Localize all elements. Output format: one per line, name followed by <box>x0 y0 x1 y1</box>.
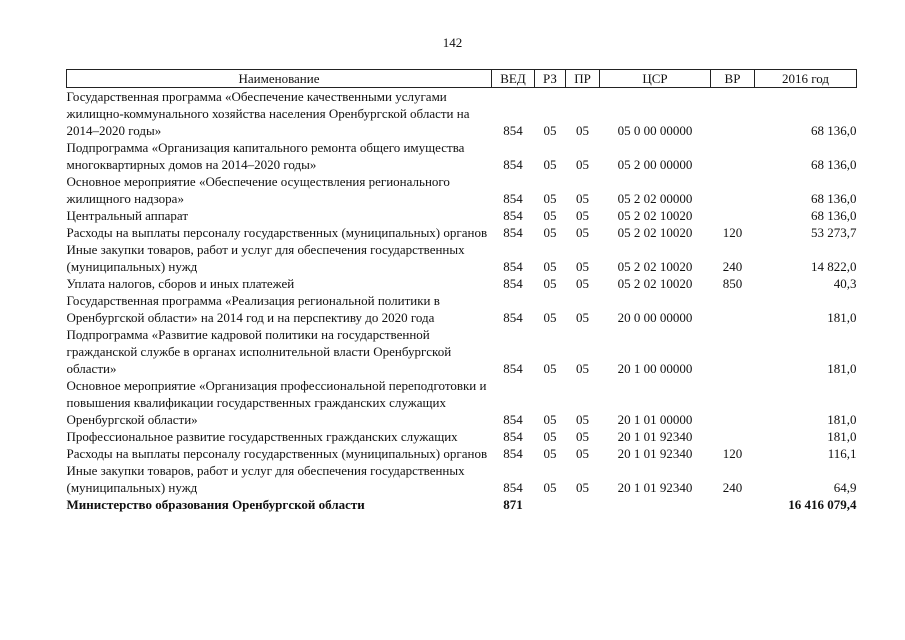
row-ved: 854 <box>503 123 523 138</box>
row-pr: 05 <box>576 310 589 325</box>
row-rz: 05 <box>543 191 557 206</box>
table-row <box>67 275 857 292</box>
row-pr: 05 <box>576 276 589 291</box>
row-rz: 05 <box>543 446 557 461</box>
row-csr: 05 2 02 00000 <box>617 191 693 206</box>
row-vr: 120 <box>722 446 743 461</box>
header-csr: ЦСР <box>600 70 711 88</box>
table-row <box>67 377 857 428</box>
row-pr: 05 <box>576 157 589 172</box>
row-ved: 854 <box>503 361 523 376</box>
row-ved: 854 <box>503 191 523 206</box>
row-csr: 20 1 00 00000 <box>617 361 693 376</box>
page-number: 142 <box>442 35 463 50</box>
table-row <box>67 462 857 496</box>
row-vr <box>711 139 755 173</box>
row-csr: 05 0 00 00000 <box>617 123 693 138</box>
row-name: Министерство образования Оренбургской области <box>66 497 365 512</box>
row-name: Иные закупки товаров, работ и услуг для обеспечения государственных (муниципальных) нужд <box>66 463 465 495</box>
row-csr <box>600 496 711 513</box>
row-rz: 05 <box>543 276 557 291</box>
row-rz: 05 <box>543 157 557 172</box>
row-name: Уплата налогов, сборов и иных платежей <box>66 276 295 291</box>
row-csr: 05 2 00 00000 <box>617 157 693 172</box>
row-vr: 120 <box>722 225 743 240</box>
table-row <box>67 224 857 241</box>
row-amount: 68 136,0 <box>811 123 857 138</box>
row-amount: 68 136,0 <box>811 191 857 206</box>
row-csr: 20 1 01 92340 <box>617 480 693 495</box>
row-ved: 854 <box>503 412 523 427</box>
row-amount: 68 136,0 <box>811 157 857 172</box>
row-amount: 64,9 <box>833 480 857 495</box>
row-csr: 05 2 02 10020 <box>617 208 693 223</box>
header-rz: РЗ <box>535 70 566 88</box>
row-csr: 05 2 02 10020 <box>617 225 693 240</box>
header-name: Наименование <box>67 70 492 88</box>
row-amount: 116,1 <box>827 446 857 461</box>
row-pr: 05 <box>576 412 589 427</box>
row-pr: 05 <box>576 259 589 274</box>
row-rz: 05 <box>543 310 557 325</box>
row-pr: 05 <box>576 480 589 495</box>
row-amount: 181,0 <box>827 412 857 427</box>
table-row <box>67 445 857 462</box>
row-ved: 854 <box>503 225 523 240</box>
row-ved: 854 <box>503 310 523 325</box>
row-name: Расходы на выплаты персоналу государственных (муниципальных) органов <box>66 446 488 461</box>
row-vr <box>711 292 755 326</box>
table-row <box>67 173 857 207</box>
table-row <box>67 241 857 275</box>
row-ved: 854 <box>503 276 523 291</box>
row-csr: 20 0 00 00000 <box>617 310 693 325</box>
row-ved: 871 <box>503 497 523 512</box>
row-pr: 05 <box>576 208 589 223</box>
row-amount: 68 136,0 <box>811 208 857 223</box>
row-ved: 854 <box>503 446 523 461</box>
row-csr: 05 2 02 10020 <box>617 276 693 291</box>
row-vr <box>711 173 755 207</box>
row-amount: 40,3 <box>833 276 857 291</box>
row-amount: 181,0 <box>827 310 857 325</box>
row-vr <box>711 377 755 428</box>
row-csr: 20 1 01 00000 <box>617 412 693 427</box>
row-name: Подпрограмма «Организация капитального ремонта общего имущества многоквартирных домов на 2014–2020 годы» <box>66 140 465 172</box>
table-row <box>67 496 857 513</box>
row-ved: 854 <box>503 208 523 223</box>
row-ved: 854 <box>503 157 523 172</box>
table-row <box>67 292 857 326</box>
row-name: Государственная программа «Реализация региональной политики в Оренбургской области» на 2014 год и на перспективу до 2020 года <box>66 293 440 325</box>
row-ved: 854 <box>503 480 523 495</box>
table-row <box>67 207 857 224</box>
row-vr <box>711 88 755 140</box>
row-pr: 05 <box>576 123 589 138</box>
table-row <box>67 88 857 140</box>
table-row <box>67 428 857 445</box>
row-vr <box>711 496 755 513</box>
budget-table <box>66 69 857 513</box>
row-pr: 05 <box>576 446 589 461</box>
row-pr: 05 <box>576 191 589 206</box>
row-rz: 05 <box>543 480 557 495</box>
row-rz: 05 <box>543 361 557 376</box>
row-name: Основное мероприятие «Обеспечение осуществления регионального жилищного надзора» <box>66 174 450 206</box>
row-vr: 850 <box>722 276 743 291</box>
row-vr: 240 <box>722 259 743 274</box>
row-vr: 240 <box>722 480 743 495</box>
row-rz: 05 <box>543 225 557 240</box>
header-vr: ВР <box>711 70 755 88</box>
header-year: 2016 год <box>755 70 857 88</box>
row-name: Центральный аппарат <box>66 208 189 223</box>
row-vr <box>711 326 755 377</box>
table-header-row <box>67 70 857 88</box>
row-amount: 181,0 <box>827 361 857 376</box>
header-ved: ВЕД <box>492 70 535 88</box>
row-amount: 16 416 079,4 <box>788 497 857 512</box>
row-pr: 05 <box>576 225 589 240</box>
row-amount: 181,0 <box>827 429 857 444</box>
table-row <box>67 139 857 173</box>
table-row <box>67 326 857 377</box>
row-amount: 53 273,7 <box>811 225 857 240</box>
row-pr: 05 <box>576 361 589 376</box>
row-rz: 05 <box>543 412 557 427</box>
row-rz <box>535 496 566 513</box>
row-ved: 854 <box>503 259 523 274</box>
row-name: Подпрограмма «Развитие кадровой политики на государственной гражданской службе в органах исполнительной власти Оренбургской области» <box>66 327 452 376</box>
row-rz: 05 <box>543 208 557 223</box>
row-pr: 05 <box>576 429 589 444</box>
row-name: Расходы на выплаты персоналу государственных (муниципальных) органов <box>66 225 488 240</box>
row-vr <box>711 207 755 224</box>
row-name: Иные закупки товаров, работ и услуг для обеспечения государственных (муниципальных) нужд <box>66 242 465 274</box>
row-csr: 20 1 01 92340 <box>617 429 693 444</box>
row-ved: 854 <box>503 429 523 444</box>
header-pr: ПР <box>566 70 600 88</box>
row-csr: 20 1 01 92340 <box>617 446 693 461</box>
row-vr <box>711 428 755 445</box>
row-pr <box>566 496 600 513</box>
row-rz: 05 <box>543 259 557 274</box>
row-amount: 14 822,0 <box>811 259 857 274</box>
row-name: Профессиональное развитие государственных гражданских служащих <box>66 429 458 444</box>
row-name: Государственная программа «Обеспечение качественными услугами жилищно-коммунального хозяйства населения Оренбургской области на 2014–2020 годы» <box>66 89 470 138</box>
row-csr: 05 2 02 10020 <box>617 259 693 274</box>
row-rz: 05 <box>543 429 557 444</box>
row-rz: 05 <box>543 123 557 138</box>
row-name: Основное мероприятие «Организация профессиональной переподготовки и повышения квалификации государственных гражданских служащих Оренбургской области» <box>66 378 487 427</box>
